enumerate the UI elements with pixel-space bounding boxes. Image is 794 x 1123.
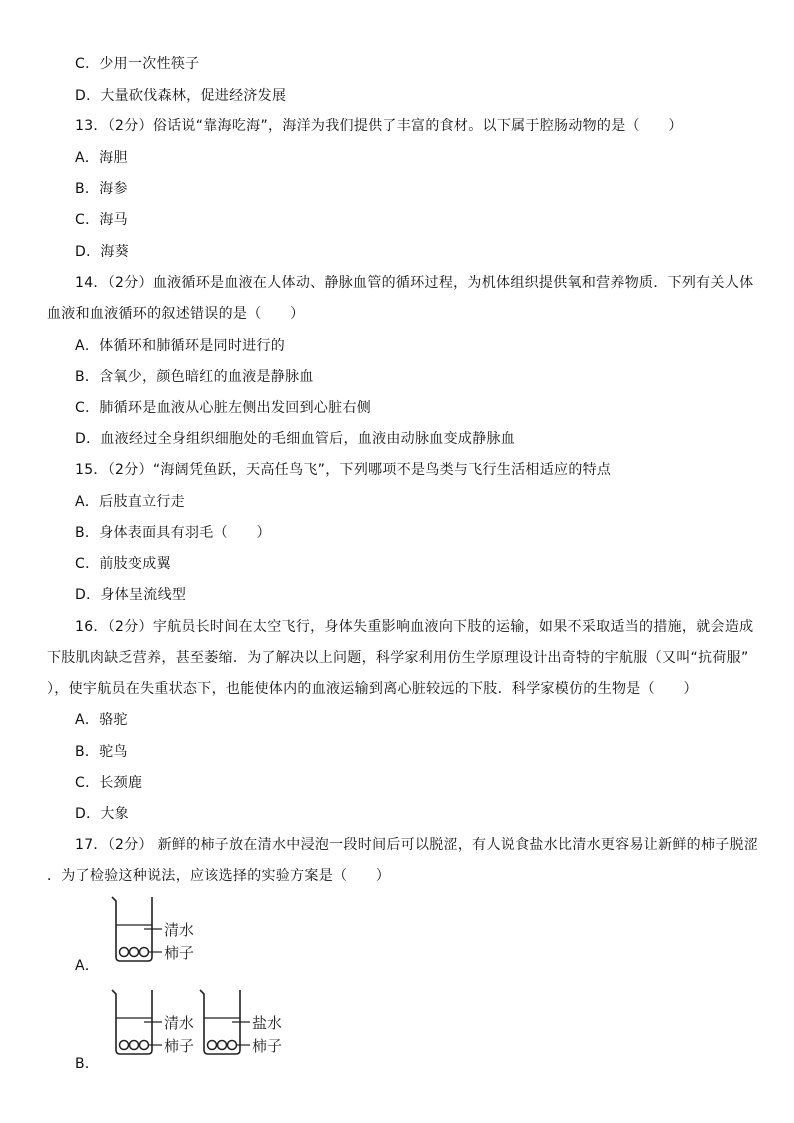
q16-option-b: B．驼鸟: [75, 744, 128, 760]
q14-option-a: A．体循环和肺循环是同时进行的: [75, 338, 286, 354]
label-liquid: 盐水: [252, 1014, 282, 1032]
q17-option-b: B．: [75, 1056, 100, 1072]
q13-option-b: B．海参: [75, 181, 128, 197]
q14-option-b: B．含氧少，颜色暗红的血液是静脉血: [75, 369, 314, 385]
label-liquid: 清水: [164, 921, 194, 939]
q16-stem-line2: 下肢肌肉缺乏营养，甚至萎缩．为了解决以上问题，科学家利用仿生学原理设计出奇特的宇航服（又叫“抗荷服”: [47, 650, 749, 666]
beaker-figure-a: [110, 895, 194, 965]
beaker-water-icon: [110, 988, 194, 1058]
q16-stem-line1: 16．（2分）宇航员长时间在太空飞行，身体失重影响血液向下肢的运输，如果不采取适当的措施，就会造成: [75, 619, 754, 635]
q16-option-a: A．骆驼: [75, 712, 128, 728]
label-fruit: 柿子: [164, 1037, 194, 1055]
beaker-figure-b1: [110, 988, 194, 1058]
beaker-water-icon: [110, 895, 194, 965]
q15-stem: 15．（2分）“海阔凭鱼跃，天高任鸟飞”，下列哪项不是鸟类与飞行生活相适应的特点: [75, 462, 612, 478]
q15-option-a: A．后肢直立行走: [75, 494, 185, 510]
q13-option-c: C．海马: [75, 212, 128, 228]
q17-stem-line2: ．为了检验这种说法，应该选择的实验方案是（ ）: [47, 868, 391, 884]
beaker-salt-water-icon: [198, 988, 282, 1058]
q17-stem-line1: 17．（2分） 新鲜的柿子放在清水中浸泡一段时间后可以脱涩，有人说食盐水比清水更容易让新鲜的柿子脱涩: [75, 837, 759, 853]
q15-option-d: D．身体呈流线型: [75, 587, 187, 603]
beaker-figure-b2: [198, 988, 282, 1058]
q15-option-b: B．身体表面具有羽毛（ ）: [75, 525, 271, 541]
q14-stem-line2: 血液和血液循环的叙述错误的是（ ）: [47, 306, 305, 322]
q13-option-d: D．海葵: [75, 244, 129, 260]
q13-option-a: A．海胆: [75, 150, 128, 166]
q16-option-d: D．大象: [75, 806, 129, 822]
q16-stem-line3: ），使宇航员在失重状态下，也能使体内的血液运输到离心脏较远的下肢．科学家模仿的生物是（ ）: [47, 681, 698, 697]
q16-option-c: C．长颈鹿: [75, 775, 143, 791]
q14-option-c: C．肺循环是血液从心脏左侧出发回到心脏右侧: [75, 400, 372, 416]
label-liquid: 清水: [164, 1014, 194, 1032]
q13-stem: 13．（2分）俗话说“靠海吃海”，海洋为我们提供了丰富的食材。以下属于腔肠动物的是（ ）: [75, 118, 683, 134]
q17-option-a: A．: [75, 958, 100, 974]
q12-option-c: C．少用一次性筷子: [75, 56, 200, 72]
q14-option-d: D．血液经过全身组织细胞处的毛细血管后，血液由动脉血变成静脉血: [75, 431, 516, 447]
q15-option-c: C．前肢变成翼: [75, 556, 171, 572]
q12-option-d: D．大量砍伐森林，促进经济发展: [75, 88, 287, 104]
label-fruit: 柿子: [252, 1037, 282, 1055]
label-fruit: 柿子: [164, 944, 194, 962]
q14-stem-line1: 14．（2分）血液循环是血液在人体动、静脉血管的循环过程，为机体组织提供氧和营养物质．下列有关人体: [75, 275, 754, 291]
